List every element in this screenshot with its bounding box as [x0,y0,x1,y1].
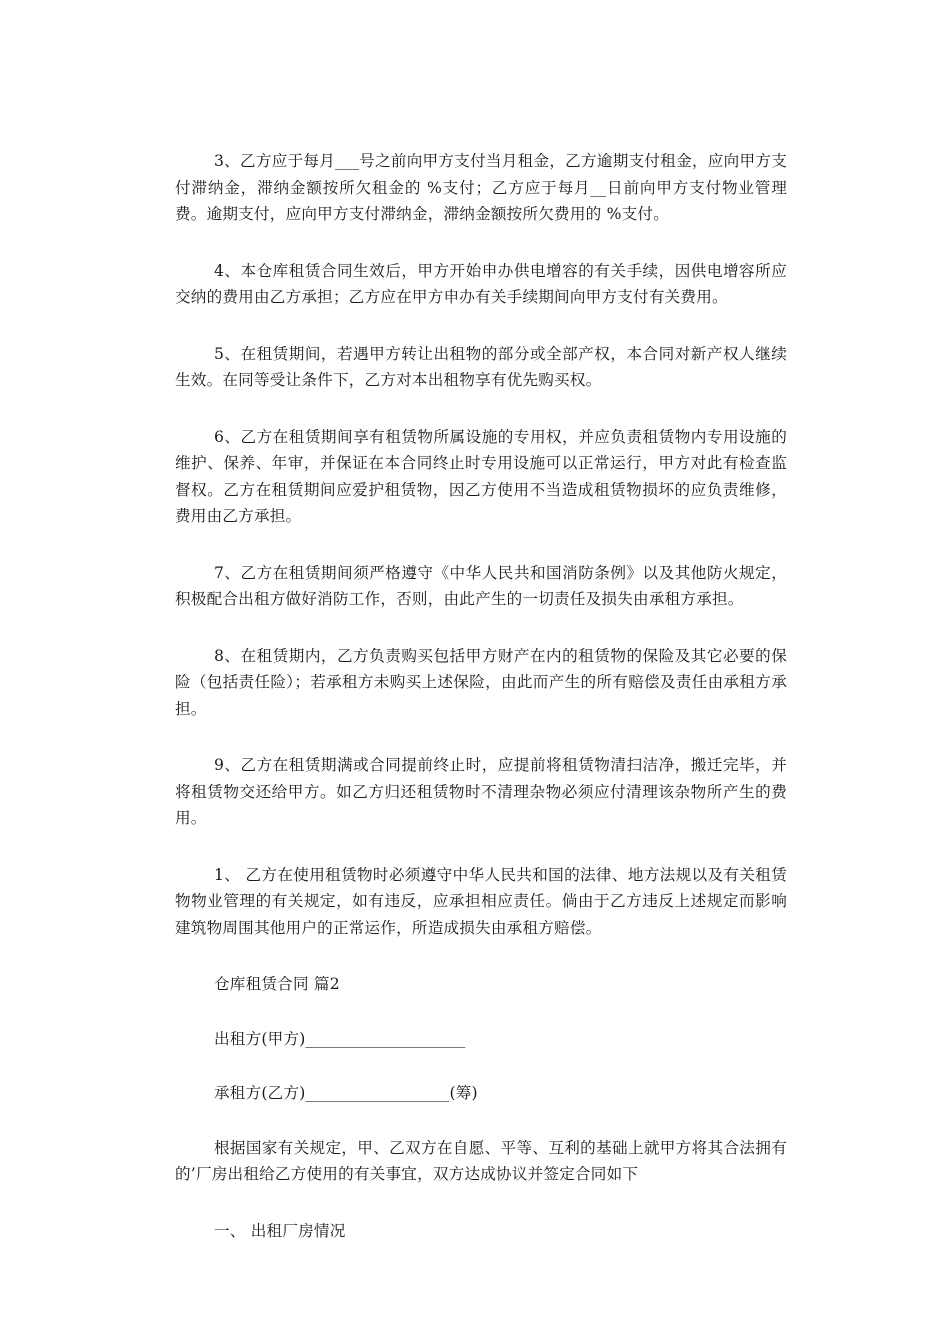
clause-7-fire-safety: 7、乙方在租赁期间须严格遵守《中华人民共和国消防条例》以及其他防火规定，积极配合出租方做好消防工作，否则，由此产生的一切责任及损失由承租方承担。 [175,563,787,608]
clause-4-power-capacity: 4、本仓库租赁合同生效后，甲方开始申办供电增容的有关手续，因供电增容所应交纳的费用由乙方承担；乙方应在甲方申办有关手续期间向甲方支付有关费用。 [175,261,787,306]
clause-8-insurance: 8、在租赁期内，乙方负责购买包括甲方财产在内的租赁物的保险及其它必要的保险（包括责任险）；若承租方未购买上述保险，由此而产生的所有赔偿及责任由承租方承担。 [175,646,787,718]
clause-9-return-property: 9、乙方在租赁期满或合同提前终止时，应提前将租赁物清扫洁净，搬迁完毕，并将租赁物交还给甲方。如乙方归还租赁物时不清理杂物必须应付清理该杂物所产生的费用。 [175,756,787,827]
section-heading-1: 一、 出租厂房情况 [214,1221,346,1240]
lessor-line: 出租方(甲方)____________________ [214,1029,466,1048]
clause-5-property-transfer: 5、在租赁期间，若遇甲方转让出租物的部分或全部产权，本合同对新产权人继续生效。在同等受让条件下，乙方对本出租物享有优先购买权。 [175,344,787,389]
clause-6-facility-rights: 6、乙方在租赁期间享有租赁物所属设施的专用权，并应负责租赁物内专用设施的维护、保养、年审，并保证在本合同终止时专用设施可以正常运行，甲方对此有检查监督权。乙方在租赁期间应爱护租赁物，因乙方使用不当造成租赁物损坏的应负责维修，费用由乙方承担。 [175,427,787,525]
section-title: 仓库租赁合同 篇2 [214,975,340,993]
clause-1-legal-compliance: 1、 乙方在使用租赁物时必须遵守中华人民共和国的法律、地方法规以及有关租赁物物业管理的有关规定，如有违反，应承担相应责任。倘由于乙方违反上述规定而影响建筑物周围其他用户的正常运作，所造成损失由承租方赔偿。 [175,865,787,937]
clause-3-rent-payment: 3、乙方应于每月___号之前向甲方支付当月租金，乙方逾期支付租金，应向甲方支付滞纳金，滞纳金额按所欠租金的 %支付；乙方应于每月__日前向甲方支付物业管理费。逾期支付，应向甲方支付滞纳金，滞纳金额按所欠费用的 %支付。 [175,152,787,223]
document-body [175,148,787,1272]
preamble-paragraph: 根据国家有关规定，甲、乙双方在自愿、平等、互利的基础上就甲方将其合法拥有的’厂房出租给乙方使用的有关事宜，双方达成协议并签定合同如下 [175,1138,787,1183]
lessee-line: 承租方(乙方)__________________(筹) [214,1084,478,1102]
